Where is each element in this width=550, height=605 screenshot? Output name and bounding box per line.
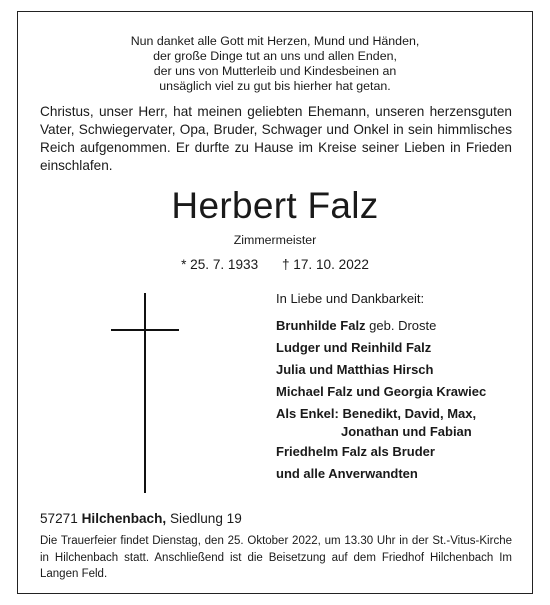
mourners-list [276,291,486,485]
cross-icon [144,293,146,493]
mourner-item: und alle Anverwandten [276,466,418,481]
mourner-item [276,403,486,441]
mourner-item: Julia und Matthias Hirsch [276,362,434,377]
mourner-item: Michael Falz und Georgia Krawiec [276,384,487,399]
address [40,511,242,526]
deceased-name: Herbert Falz [171,185,379,226]
funeral-info: Die Trauerfeier findet Dienstag, den 25. Oktober 2022, um 13.30 Uhr in der St.-Vitus-Kirche in Hilchenbach statt. Anschließend ist die Beisetzung auf dem Friedhof Hilchenbach Im Langen Feld. [40,535,512,580]
mourner-name: Brunhilde Falz [276,318,366,333]
grandchildren-continued: Jonathan und Fabian [341,424,472,439]
obituary-frame [17,11,533,594]
mourners-heading: In Liebe und Dankbarkeit: [276,291,425,306]
life-dates [18,257,532,272]
mourner-item [276,315,486,337]
grandchildren-line: Als Enkel: Benedikt, David, Max, [276,406,477,421]
address-street: Siedlung 19 [169,511,242,526]
deceased-occupation: Zimmermeister [233,233,317,247]
death-date: † 17. 10. 2022 [281,257,369,272]
intro-text: Christus, unser Herr, hat meinen geliebten Ehemann, unseren herzensguten Vater, Schwiegervater, Opa, Bruder, Schwager und Onkel in sein himmlisches Reich aufgenommen. Er durfte zu Hause im Kreise seiner Lieben in Frieden einschlafen. [40,104,512,173]
mourner-item: Friedhelm Falz als Bruder [276,444,435,459]
poem-line: der uns von Mutterleib und Kindesbeinen an [153,64,397,78]
poem-line: unsäglich viel zu gut bis hierher hat getan. [159,79,391,93]
poem-line: der große Dinge tut an uns und allen Enden, [153,49,397,63]
address-zip: 57271 [40,511,78,526]
poem-line: Nun danket alle Gott mit Herzen, Mund und Händen, [130,34,420,48]
mourner-item: Ludger und Reinhild Falz [276,340,432,355]
poem [18,34,532,94]
cross-icon-bar [111,329,179,331]
birth-date: * 25. 7. 1933 [181,257,259,272]
address-city: Hilchenbach, [81,511,167,526]
mourner-note: geb. Droste [365,318,437,333]
